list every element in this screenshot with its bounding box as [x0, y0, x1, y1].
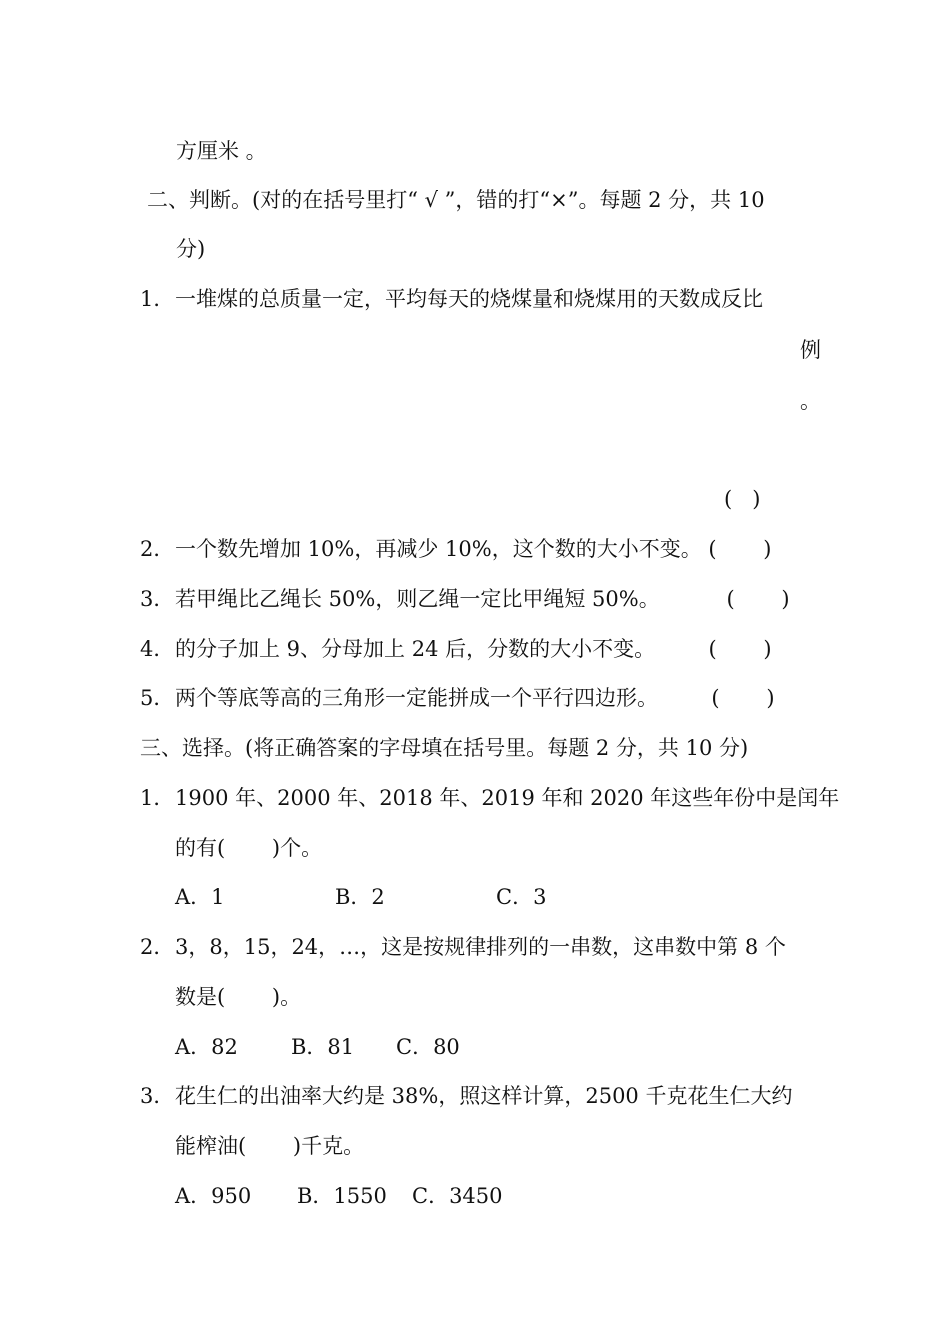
- option-c[interactable]: C．80: [396, 1035, 460, 1059]
- option-a[interactable]: A．950: [175, 1184, 252, 1208]
- question-text-wrap-period: 。: [800, 389, 821, 413]
- answer-blank[interactable]: ( ): [724, 487, 761, 511]
- question-number: 5．: [140, 686, 175, 710]
- question-text-wrap: 例: [800, 338, 821, 362]
- section2-header-line2: 分): [176, 237, 206, 261]
- question-number: 2．: [140, 935, 175, 959]
- question-number: 1．: [140, 786, 175, 810]
- question-text-line2: 数是( )。: [175, 985, 302, 1009]
- question-number: 4．: [140, 637, 175, 661]
- option-c[interactable]: C．3: [496, 885, 547, 909]
- question-text: 两个等底等高的三角形一定能拼成一个平行四边形。 ( ): [175, 686, 775, 710]
- question-number: 3．: [140, 587, 175, 611]
- question-text-line2: 能榨油( )千克。: [175, 1134, 365, 1158]
- option-b[interactable]: B．2: [335, 885, 385, 909]
- carryover-text: 方厘米 。: [176, 139, 267, 163]
- question-text: 一个数先增加 10%，再减少 10%，这个数的大小不变。 ( ): [175, 537, 772, 561]
- question-number: 1．: [140, 287, 175, 311]
- option-b[interactable]: B．1550: [297, 1184, 387, 1208]
- question-text: 一堆煤的总质量一定，平均每天的烧煤量和烧煤用的天数成反比: [175, 287, 763, 311]
- question-text-line2: 的有( )个。: [175, 836, 323, 860]
- question-text: 的分子加上 9、分母加上 24 后，分数的大小不变。 ( ): [175, 637, 772, 661]
- question-number: 2．: [140, 537, 175, 561]
- question-text-line1: 3，8，15，24，…，这是按规律排列的一串数，这串数中第 8 个: [175, 935, 786, 959]
- option-a[interactable]: A．1: [175, 885, 225, 909]
- question-text: 若甲绳比乙绳长 50%，则乙绳一定比甲绳短 50%。 ( ): [175, 587, 790, 611]
- question-number: 3．: [140, 1084, 175, 1108]
- question-text-line1: 花生仁的出油率大约是 38%，照这样计算，2500 千克花生仁大约: [175, 1084, 793, 1108]
- question-text-line1: 1900 年、2000 年、2018 年、2019 年和 2020 年这些年份中是闰年: [175, 786, 840, 810]
- option-c[interactable]: C．3450: [412, 1184, 503, 1208]
- option-a[interactable]: A．82: [175, 1035, 238, 1059]
- option-b[interactable]: B．81: [291, 1035, 355, 1059]
- section2-header-line1: 二、判断。(对的在括号里打“ √ ”，错的打“×”。每题 2 分，共 10: [147, 188, 765, 212]
- section3-header: 三、选择。(将正确答案的字母填在括号里。每题 2 分，共 10 分): [140, 736, 749, 760]
